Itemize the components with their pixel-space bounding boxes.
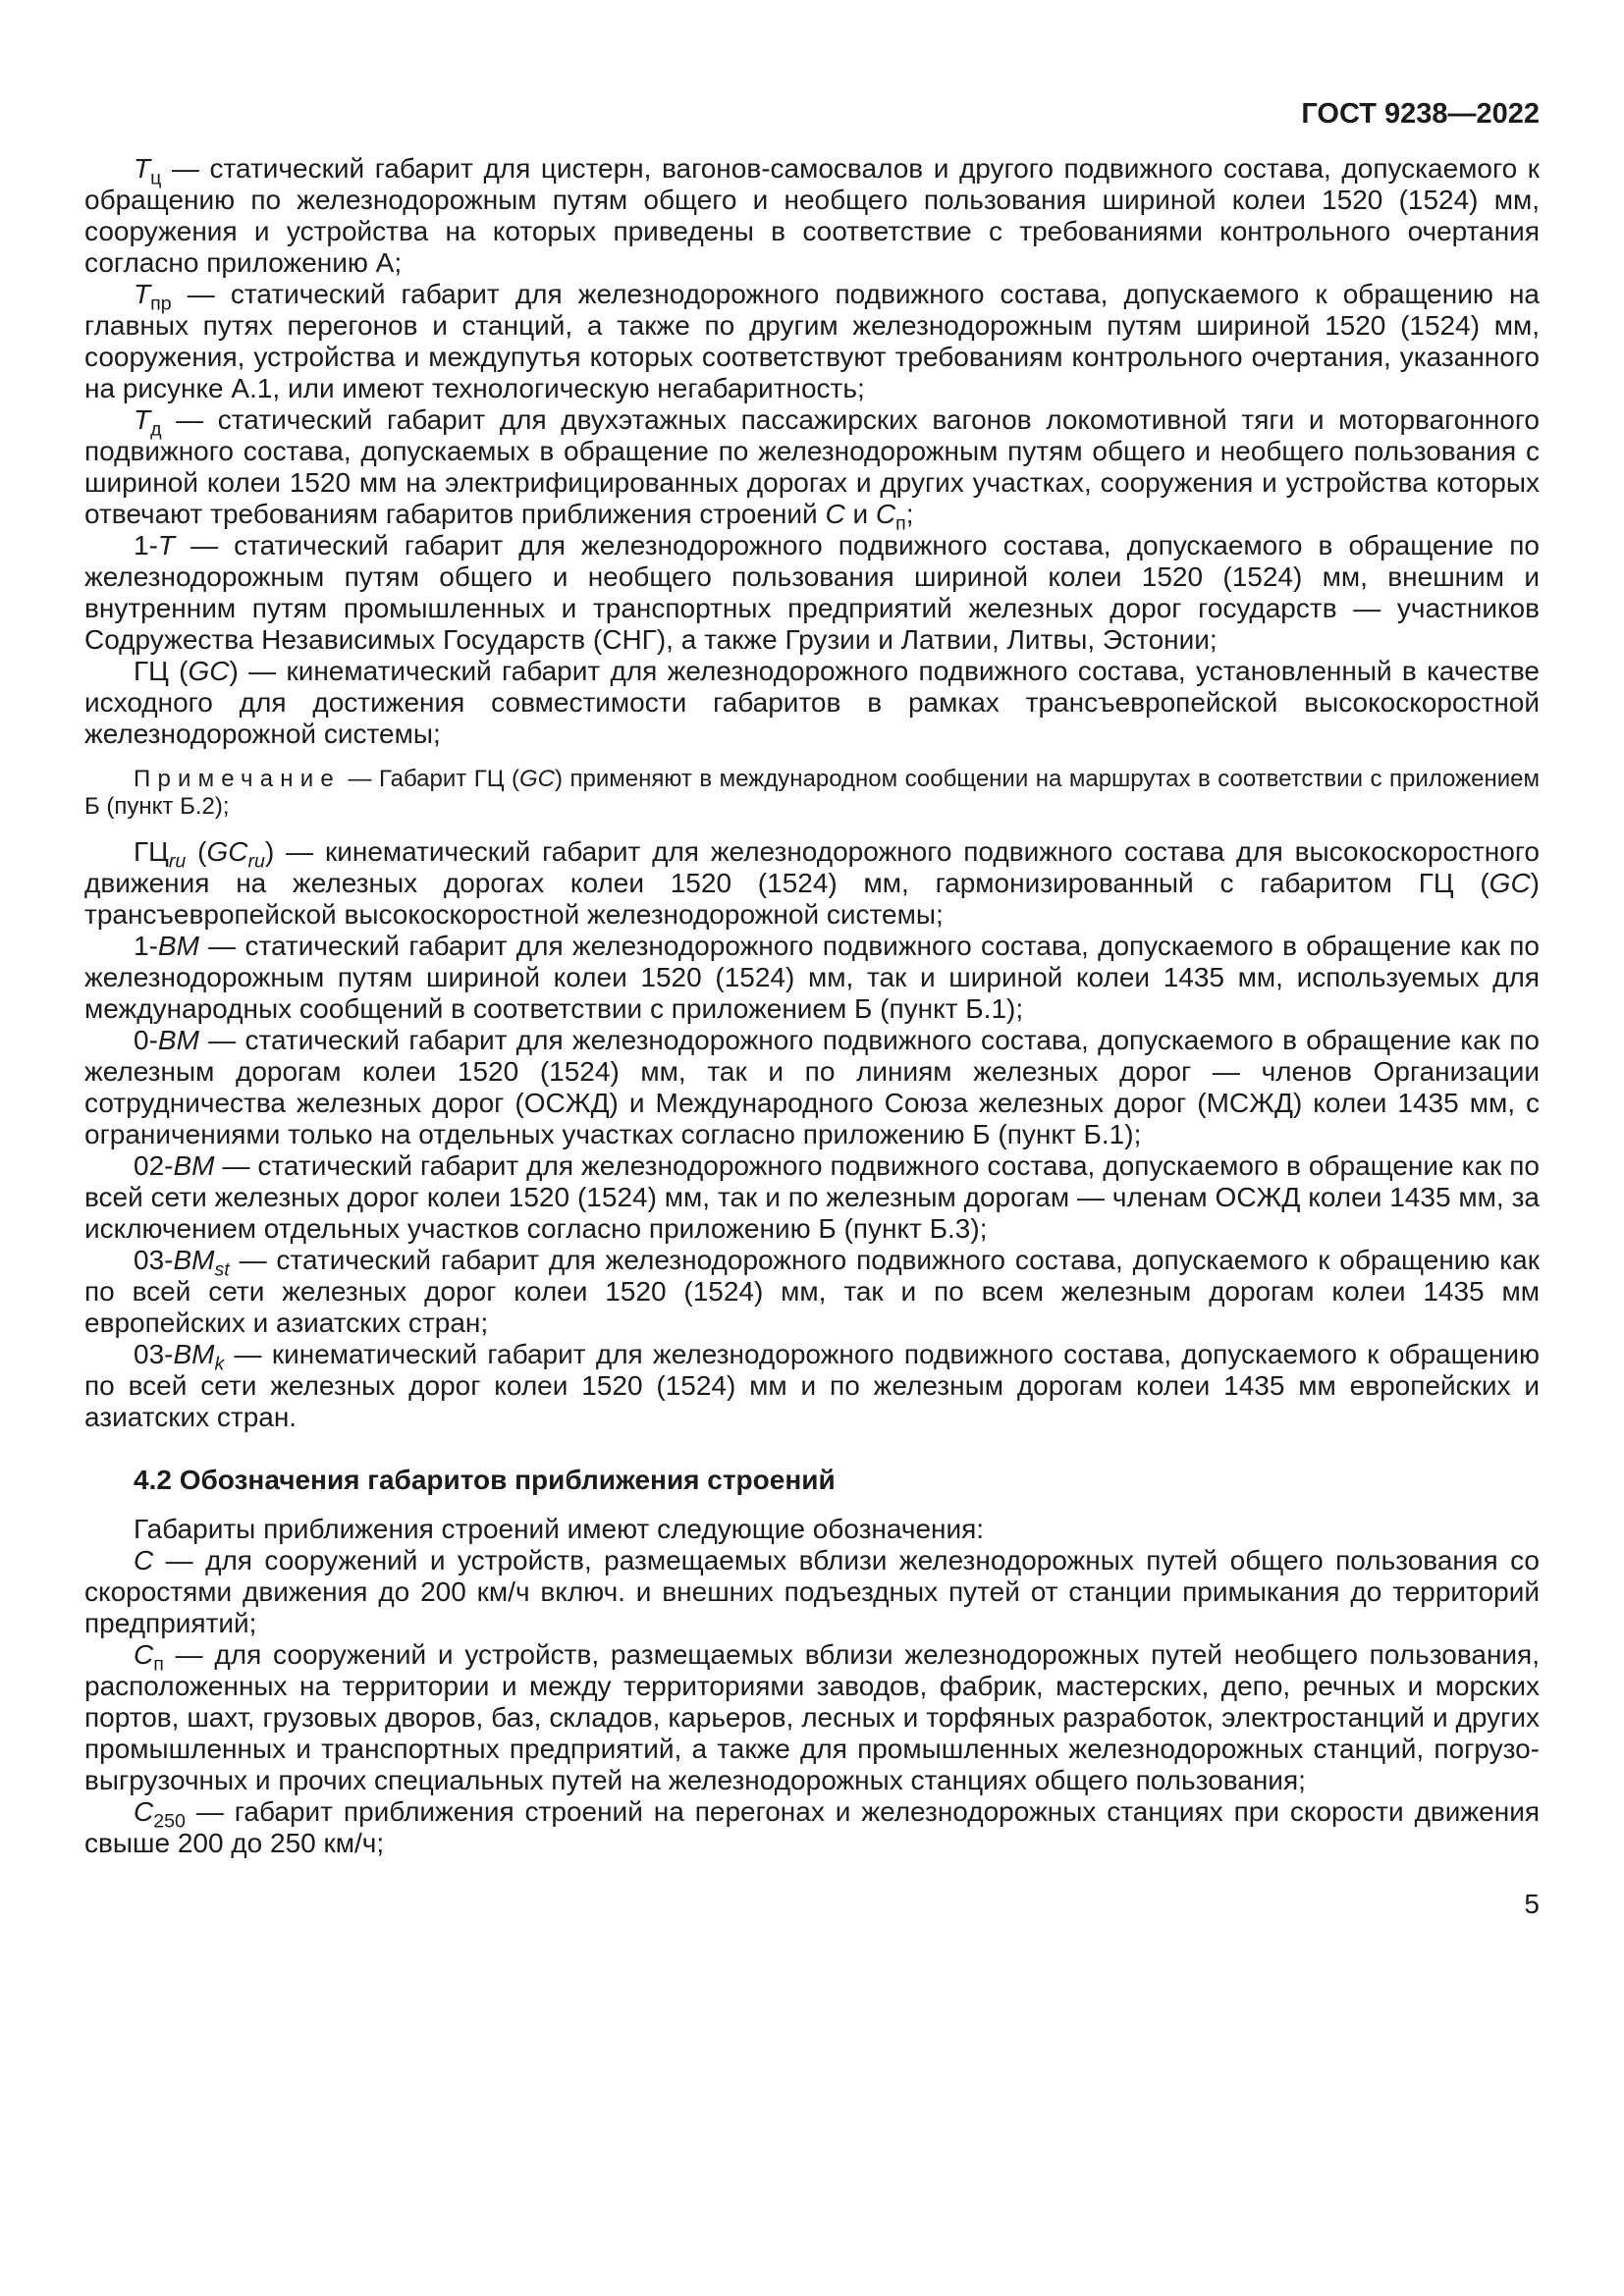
- def-1vm: 1-ВМ — статический габарит для железнодорожного подвижного состава, допускаемого в обращение как по железнодорожным путям шириной колеи 1520 (1524) мм, так и шириной колеи 1435 мм, используемых для международных сообщений в соответствии с приложением Б (пункт Б.1);: [84, 931, 1540, 1024]
- running-head: [84, 98, 1540, 130]
- def-tc: $Т_ц$ — статический габарит для цистерн, вагонов-самосвалов и другого подвижного состава, допускаемого к обращению по железнодорожным путям общего и необщего пользования шириной колеи 1520 (1524) мм, сооружения и устройства на которых приведены в соответствие с требованиями контрольного очертания согласно приложению А;: [84, 153, 1540, 278]
- def-gc: ГЦ (GC) — кинематический габарит для железнодорожного подвижного состава, установленный в качестве исходного для достижения совместимости габаритов в рамках трансъевропейской высокоскоростной железнодорожной системы;: [84, 656, 1541, 749]
- document-body: [84, 153, 1540, 1859]
- note-block: [84, 766, 1540, 821]
- section-heading-4-2: 4.2 Обозначения габаритов приближения строений: [134, 1465, 836, 1495]
- def-0vm: 0-ВМ — статический габарит для железнодорожного подвижного состава, допускаемого в обращение как по железным дорогам колеи 1520 (1524) мм, так и по линиям железных дорог — членов Организации сотрудничества железных дорог (ОСЖД) и Международного Союза железных дорог (МСЖД) колеи 1435 мм, с ограничениями только на отдельных участках согласно приложению Б (пункт Б.1);: [84, 1025, 1540, 1149]
- def-s: С — для сооружений и устройств, размещаемых вблизи железнодорожных путей общего пользования со скоростями движения до 200 км/ч включ. и внешних подъездных путей от станции примыкания до территорий предприятий;: [84, 1545, 1540, 1638]
- note-text: — Габарит ГЦ (GC) применяют в международном сообщении на маршрутах в соответствии с приложением Б (пункт Б.2);: [84, 766, 1541, 820]
- section-intro: Габариты приближения строений имеют следующие обозначения:: [134, 1514, 985, 1544]
- page-number: 5: [1524, 1889, 1540, 1919]
- def-02vm: 02-ВМ — статический габарит для железнодорожного подвижного состава, допускаемого в обращение как по всей сети железных дорог колеи 1520 (1524) мм, так и по железным дорогам — членам ОСЖД колеи 1435 мм, за исключением отдельных участков согласно приложению Б (пункт Б.3);: [84, 1150, 1540, 1244]
- note-label: Примечание: [134, 766, 341, 792]
- def-tpr: $Т_{пр}$ — статический габарит для железнодорожного подвижного состава, допускаемого к обращению на главных путях перегонов и станций, а также по другим железнодорожным путям шириной 1520 (1524) мм, сооружения, устройства и междупутья которых соответствуют требованиям контрольного очертания, указанного на рисунке А.1, или имеют технологическую негабаритность;: [84, 279, 1540, 403]
- def-gcru: $ГЦ_{ru}$ $(GC_{ru})$ — кинематический габарит для железнодорожного подвижного состава для высокоскоростного движения на железных дорогах колеи 1520 (1524) мм, гармонизированный с габаритом ГЦ (GC) трансъевропейской высокоскоростной железнодорожной системы;: [84, 836, 1541, 930]
- doc-code: ГОСТ 9238—2022: [1301, 98, 1540, 130]
- page-footer: [84, 1889, 1540, 1959]
- def-s250: $С_{250}$ — габарит приближения строений на перегонах и железнодорожных станциях при скорости движения свыше 200 до 250 км/ч;: [84, 1796, 1540, 1858]
- def-03vmk: $03-ВМ_k$ — кинематический габарит для железнодорожного подвижного состава, допускаемого к обращению по всей сети железных дорог колеи 1520 (1524) мм и по железным дорогам колеи 1435 мм европейских и азиатских стран.: [84, 1339, 1540, 1432]
- def-1t: 1-Т — статический габарит для железнодорожного подвижного состава, допускаемого в обращение по железнодорожным путям общего и необщего пользования шириной колеи 1520 (1524) мм, внешним и внутренним путям промышленных и транспортных предприятий железных дорог государств — участников Содружества Независимых Государств (СНГ), а также Грузии и Латвии, Литвы, Эстонии;: [84, 530, 1540, 655]
- def-td: $Т_д$ — статический габарит для двухэтажных пассажирских вагонов локомотивной тяги и моторвагонного подвижного состава, допускаемых в обращение по железнодорожным путям общего и необщего пользования с шириной колеи 1520 мм на электрифицированных дорогах и других участках, сооружения и устройства которых отвечают требованиям габаритов приближения строений С и $С_п$;: [84, 404, 1540, 535]
- def-sp: $С_п$ — для сооружений и устройств, размещаемых вблизи железнодорожных путей необщего пользования, расположенных на территории и между территориями заводов, фабрик, мастерских, депо, речных и морских портов, шахт, грузовых дворов, баз, складов, карьеров, лесных и торфяных разработок, электростанций и других промышленных и транспортных предприятий, а также для промышленных железнодорожных станций, погрузо-выгрузочных и прочих специальных путей на железнодорожных станциях общего пользования;: [84, 1639, 1540, 1795]
- def-03vmst: $03-ВМ_{st}$ — статический габарит для железнодорожного подвижного состава, допускаемого к обращению как по всей сети железных дорог колеи 1520 (1524) мм, так и по всем железным дорогам колеи 1435 мм европейских и азиатских стран;: [84, 1245, 1540, 1338]
